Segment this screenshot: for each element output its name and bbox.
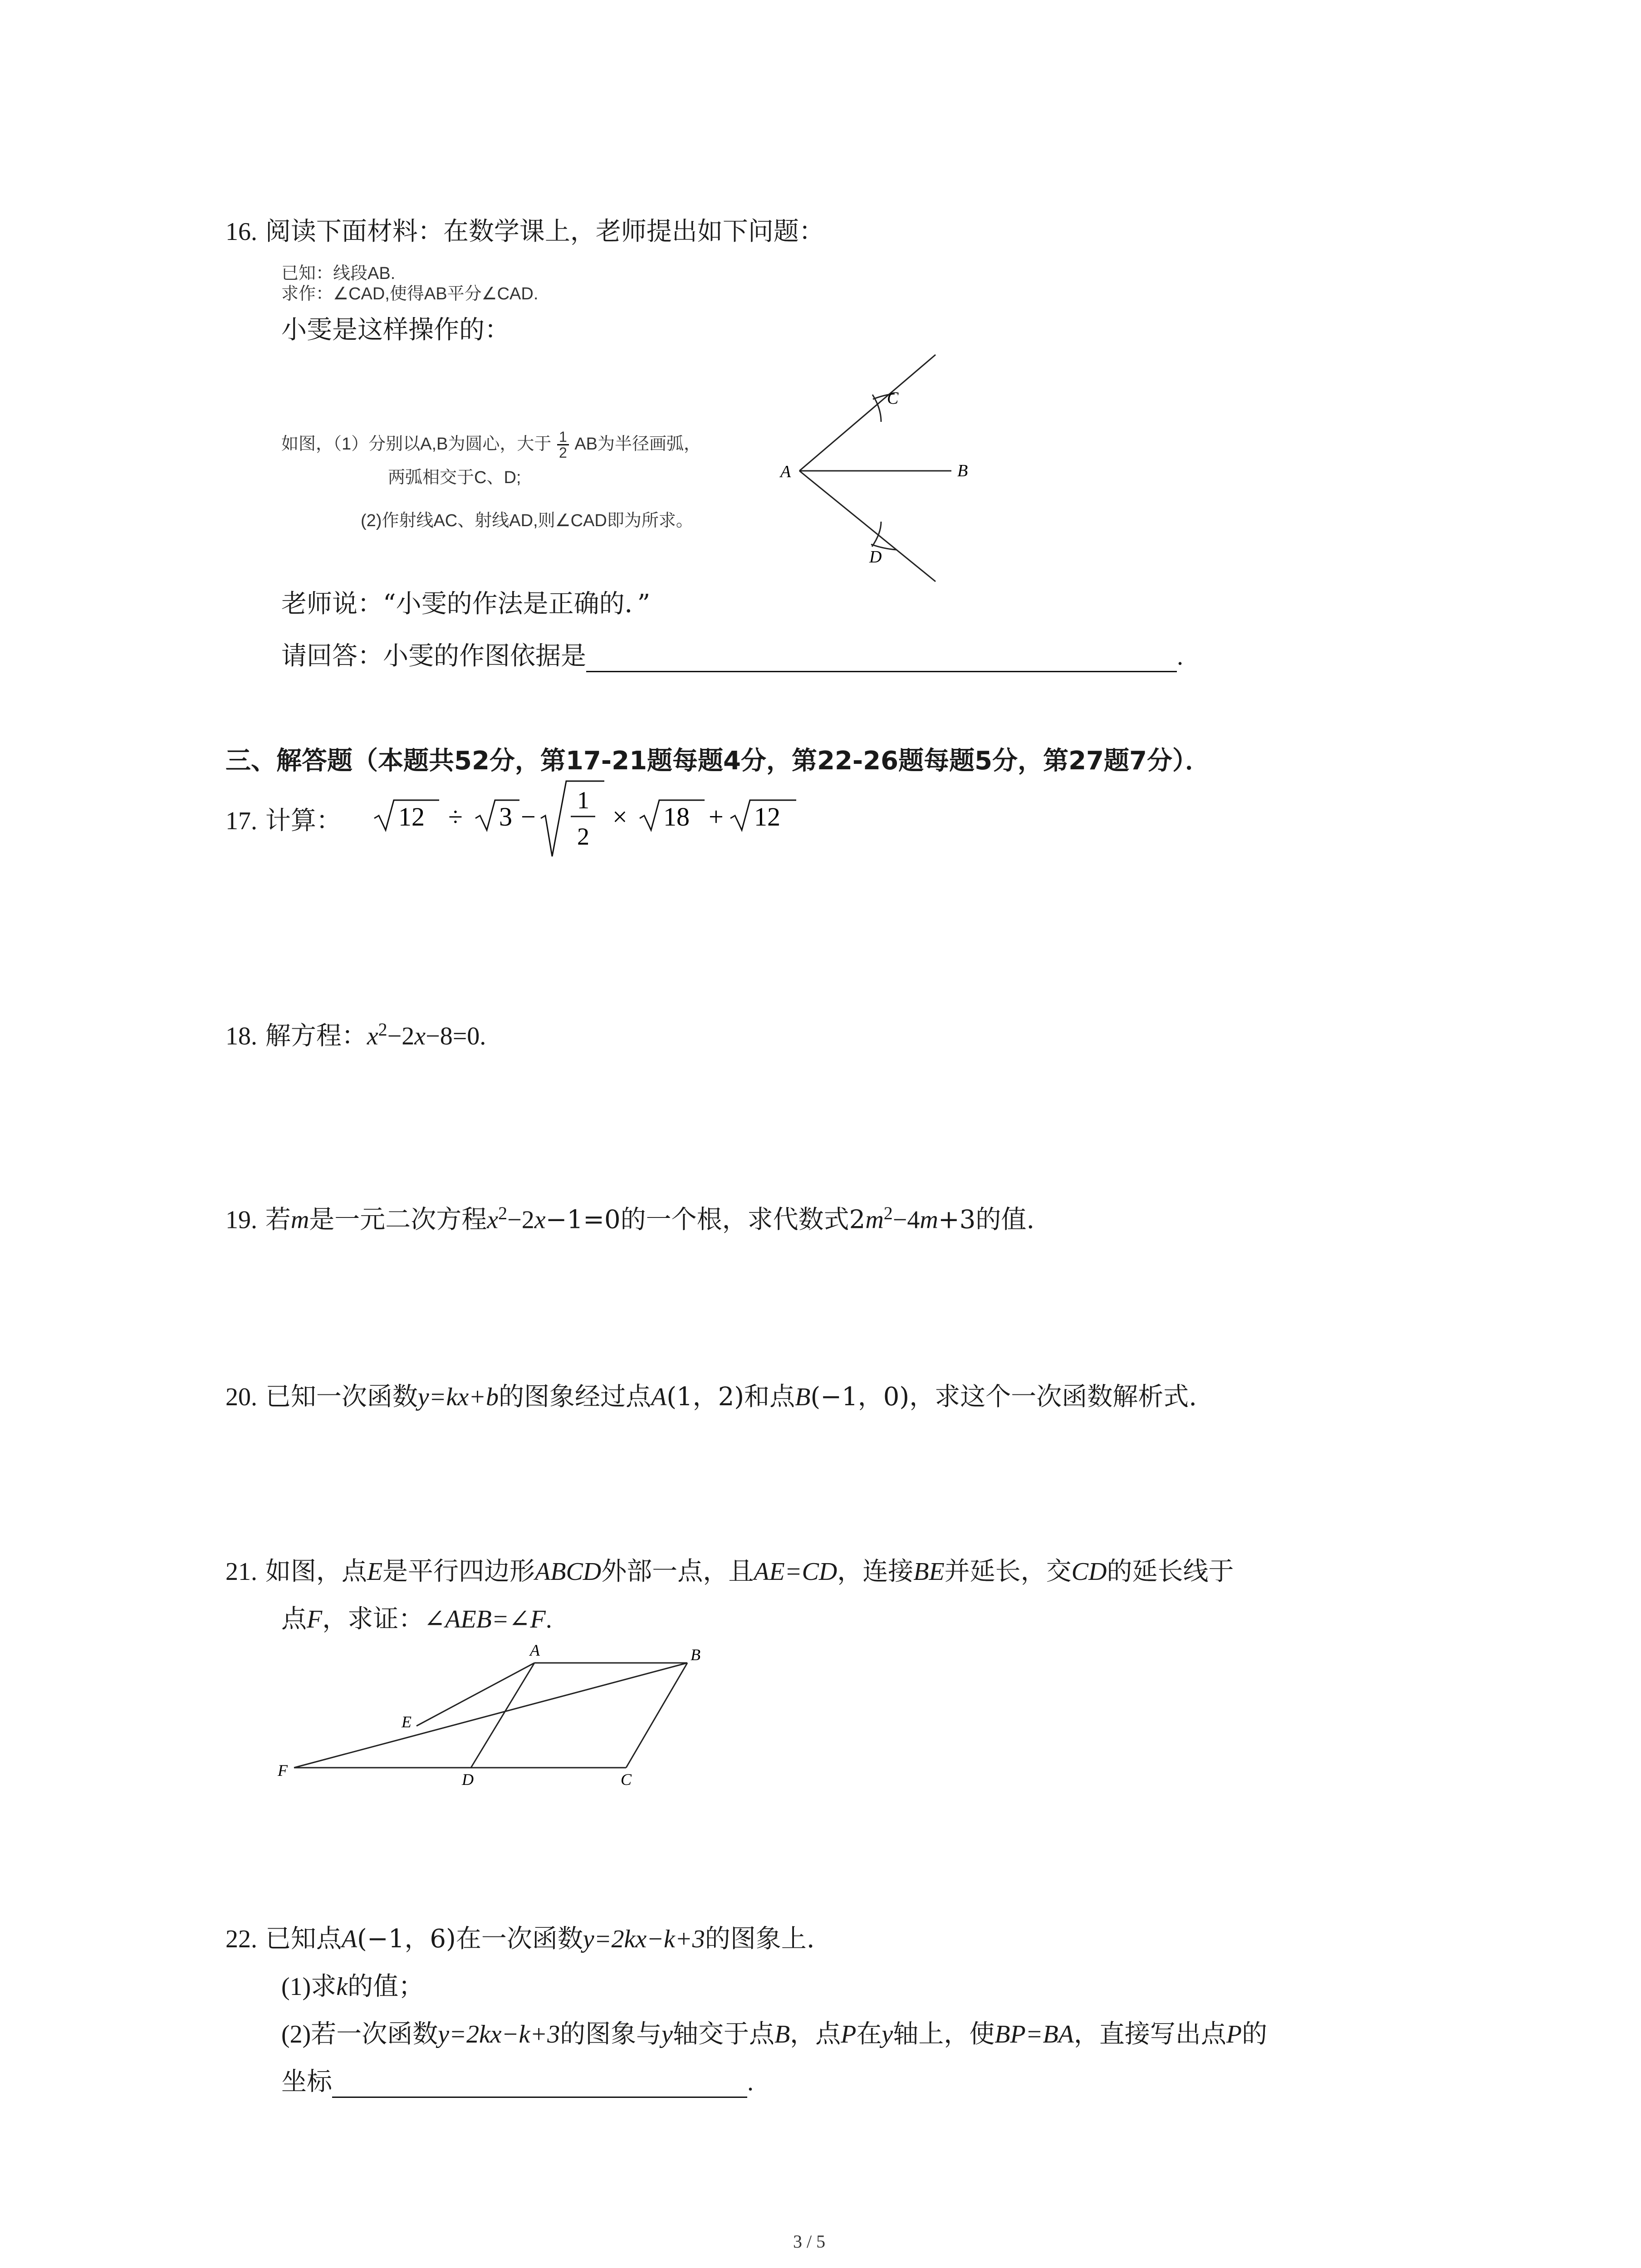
q16-given: 已知：线段AB. — [281, 264, 396, 283]
q17-radicand-2: 3 — [499, 802, 512, 831]
q19-m3: m — [920, 1206, 938, 1234]
q21-figure — [272, 1637, 717, 1787]
q16-ask-line — [281, 640, 1183, 672]
q22-p2-b: 的图象与 — [560, 2019, 662, 2049]
q17-frac-num: 1 — [577, 787, 589, 814]
q17-radicand-3: 18 — [663, 802, 690, 831]
q22-eq: y=2kx−k+3 — [583, 1925, 705, 1953]
q17-sqrt-sign-2 — [475, 800, 519, 830]
q22-t2: 的图象上. — [705, 1924, 815, 1954]
line-fb — [294, 1663, 687, 1768]
q22-part1 — [281, 1971, 424, 2003]
q22-a: A — [341, 1925, 358, 1953]
q16-student-intro: 小雯是这样操作的： — [281, 315, 510, 345]
q21-line2-mid: ，求证： — [322, 1604, 424, 1634]
fig21-label-d: D — [462, 1770, 474, 1787]
q18-sup: 2 — [378, 1019, 387, 1040]
q22-bpba: BP=BA — [994, 2020, 1074, 2048]
q21-t4: ，连接 — [837, 1557, 914, 1586]
ray-ad — [799, 471, 936, 582]
q18-line — [225, 1014, 486, 1052]
q19-sup: 2 — [498, 1203, 508, 1223]
q20-t2: 的图象经过点 — [498, 1382, 651, 1412]
page-number: 3 / 5 — [793, 2231, 826, 2252]
q22-p1-post: 的值； — [348, 1972, 424, 2001]
q16-line1 — [225, 216, 824, 248]
q17-number: 17. — [225, 807, 257, 835]
q19-t3: −2 — [507, 1206, 534, 1234]
fig16-label-b: B — [957, 461, 968, 480]
q20-pa: (1，2)和点 — [666, 1382, 795, 1412]
q16-step1-suffix: AB为半径画弧， — [574, 435, 701, 454]
q17-times: × — [612, 802, 627, 831]
q17-divide: ÷ — [448, 802, 463, 831]
q22-answer-blank[interactable] — [332, 2070, 747, 2098]
q22-p2-a: (2)若一次函数 — [281, 2020, 438, 2048]
q16-answer-blank[interactable] — [586, 645, 1177, 672]
q16-step2: (2)作射线AC、射线AD,则∠CAD即为所求。 — [361, 511, 693, 530]
q18-x2: x — [414, 1022, 426, 1051]
fig16-label-a: A — [780, 462, 791, 481]
q22-pa: (−1，6)在一次函数 — [357, 1924, 583, 1954]
q22-p2-c: 轴交于点 — [672, 2019, 774, 2049]
q22-p1-pre: (1)求 — [281, 1973, 337, 2001]
q21-abcd: ABCD — [535, 1558, 602, 1586]
section3-title: 三、解答题（本题共52分，第17-21题每题4分，第22-26题每题5分，第27题7分）． — [225, 746, 1210, 776]
q16-task: 求作：∠CAD,使得AB平分∠CAD. — [281, 284, 539, 303]
q21-line2-end: . — [545, 1605, 552, 1633]
fig21-label-a: A — [530, 1641, 540, 1659]
fig21-label-e: E — [402, 1713, 411, 1731]
q17-number-label — [225, 805, 342, 837]
q16-step1-line2: 两弧相交于C、D; — [388, 468, 521, 487]
q17-expression — [372, 777, 817, 876]
q19-x: x — [487, 1206, 499, 1234]
q22-eq2: y=2kx−k+3 — [438, 2020, 560, 2048]
q18-rest1: −2 — [387, 1022, 415, 1051]
q20-a: A — [651, 1383, 667, 1411]
q21-line2-pre: 点 — [281, 1604, 307, 1634]
q19-sup2: 2 — [883, 1203, 893, 1223]
q19-x2: x — [534, 1206, 546, 1234]
q16-end: . — [1177, 642, 1183, 670]
q17-sqrt-sign-3 — [541, 781, 604, 856]
q17-plus: + — [709, 802, 724, 831]
q16-step1-prefix: 如图，（1）分别以A,B为圆心，大于 — [281, 435, 552, 454]
q22-k: k — [336, 1973, 348, 2001]
q21-t2: 是平行四边形 — [382, 1557, 535, 1586]
q22-y2: y — [882, 2020, 893, 2048]
q22-p: P — [841, 2020, 857, 2048]
q16-frac-den: 2 — [558, 445, 567, 461]
q17-frac-den: 2 — [577, 823, 589, 850]
q21-f: F — [307, 1605, 323, 1633]
q16-number: 16. — [225, 218, 257, 246]
q21-be: BE — [913, 1558, 945, 1586]
q21-e: E — [367, 1558, 383, 1586]
q19-t1: 若 — [265, 1205, 291, 1235]
q17-minus: − — [521, 802, 536, 831]
q21-aecd: AE=CD — [754, 1558, 838, 1586]
q22-p2-h: 的 — [1242, 2019, 1268, 2049]
q21-t3: 外部一点，且 — [601, 1557, 754, 1586]
fig21-label-b: B — [691, 1646, 700, 1664]
q22-part2 — [281, 2019, 1267, 2050]
q16-step1 — [281, 427, 701, 461]
fig16-label-d: D — [869, 547, 882, 567]
q17-radicand-4: 12 — [754, 802, 780, 831]
q21-t5: 并延长，交 — [944, 1557, 1072, 1586]
q21-angle: ∠AEB=∠F — [424, 1605, 546, 1633]
q19-t5: −4 — [892, 1206, 920, 1234]
line-ad — [471, 1663, 534, 1768]
q19-t2: 是一元二次方程 — [309, 1205, 487, 1235]
q16-ask: 请回答：小雯的作图依据是 — [281, 641, 586, 671]
q22-p2: P — [1226, 2020, 1242, 2048]
line-bc — [626, 1663, 687, 1768]
q18-x: x — [367, 1022, 378, 1051]
q16-teacher: 老师说：“小雯的作法是正确的．” — [281, 589, 651, 619]
q18-number: 18. — [225, 1022, 257, 1051]
q22-b: B — [774, 2020, 790, 2048]
q21-line1 — [225, 1556, 1234, 1588]
q20-b: B — [795, 1383, 811, 1411]
ray-ac — [799, 355, 936, 471]
q20-number: 20. — [225, 1383, 257, 1411]
q21-number: 21. — [225, 1558, 257, 1586]
q21-t6: 的延长线于 — [1107, 1557, 1234, 1586]
q19-t6: +3的值. — [938, 1205, 1035, 1235]
q20-t1: 已知一次函数 — [265, 1382, 418, 1412]
q22-p2-e: 在 — [856, 2019, 882, 2049]
q21-cd: CD — [1071, 1558, 1107, 1586]
q22-y: y — [661, 2020, 673, 2048]
q19-line — [225, 1198, 1034, 1236]
fig21-label-c: C — [621, 1770, 632, 1787]
fig21-label-f: F — [278, 1761, 288, 1779]
q22-line1 — [225, 1923, 815, 1955]
q16-figure — [762, 345, 971, 590]
q17-radicand-1: 12 — [398, 802, 425, 831]
line-ae — [416, 1663, 534, 1726]
q16-frac-num: 1 — [557, 430, 569, 445]
q18-rest2: −8=0. — [426, 1022, 486, 1051]
q22-number: 22. — [225, 1925, 257, 1953]
q16-intro: 阅读下面材料：在数学课上，老师提出如下问题： — [265, 217, 824, 246]
fig16-label-c: C — [887, 389, 899, 408]
q19-m2: m — [865, 1206, 884, 1234]
q19-t4: −1=0的一个根，求代数式2 — [545, 1205, 866, 1235]
q20-eq: y=kx+b — [417, 1383, 499, 1411]
q19-m: m — [290, 1206, 309, 1234]
q22-p2-f: 轴上，使 — [893, 2019, 995, 2049]
q18-label: 解方程： — [265, 1021, 367, 1051]
q20-line — [225, 1381, 1197, 1413]
q22-p2-d: ，点 — [790, 2019, 841, 2049]
q17-label: 计算： — [265, 806, 342, 836]
q22-part2-line2 — [281, 2066, 754, 2098]
q22-p2-g: ，直接写出点 — [1073, 2019, 1226, 2049]
q22-coord-label: 坐标 — [281, 2067, 332, 2097]
q22-t1: 已知点 — [265, 1924, 342, 1954]
q21-t1: 如图，点 — [265, 1557, 367, 1586]
q22-end: . — [747, 2068, 754, 2096]
q19-number: 19. — [225, 1206, 257, 1234]
q21-line2 — [281, 1603, 552, 1635]
q16-step1-fraction — [557, 430, 569, 460]
q20-pb: (−1，0)，求这个一次函数解析式. — [810, 1382, 1197, 1412]
